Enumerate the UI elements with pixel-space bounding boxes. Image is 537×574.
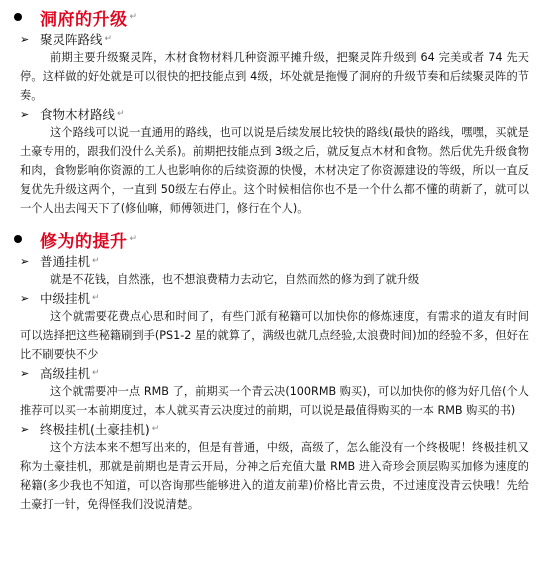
paragraph-mark-icon: ↵ <box>129 12 138 22</box>
paragraph-mark-icon: ↵ <box>104 34 113 44</box>
bullet-dot-icon <box>14 13 22 21</box>
subsection-heading <box>20 289 529 307</box>
subsection-label: 普通挂机 <box>40 254 91 269</box>
subsection-label: 聚灵阵路线 <box>40 32 103 47</box>
arrow-bullet-icon: ➢ <box>20 254 30 268</box>
paragraph: 这个就需要花费点心思和时间了，有些门派有秘籍可以加快你的修炼速度，有需求的道友有时间可以选择把这些秘籍刷到手(PS1-2 星的就算了，满级也就几点经验,太浪费时间)加的经验不多，但好在比不刷要快不少 <box>20 310 529 361</box>
paragraph: 前期主要升级聚灵阵，木材食物材料几种资源平摊升级，把聚灵阵升级到 64 完美或者 74 先天停。这样做的好处就是可以很快的把技能点到 4级，坏处就是拖慢了洞府的升级节奏和后续聚灵阵的节奏。 <box>20 51 529 102</box>
paragraph: 就是不花钱，自然涨，也不想浪费精力去动它，自然而然的修为到了就升级 <box>50 273 420 286</box>
subsection-heading <box>20 420 529 438</box>
arrow-bullet-icon: ➢ <box>20 366 30 380</box>
paragraph-mark-icon: ↵ <box>92 293 100 303</box>
arrow-bullet-icon: ➢ <box>20 32 30 46</box>
subsection-label: 终极挂机(土豪挂机) <box>40 422 150 437</box>
subsection-heading <box>20 105 529 123</box>
subsection-label: 高级挂机 <box>40 366 91 381</box>
paragraph-mark-icon: ↵ <box>92 368 100 378</box>
arrow-bullet-icon: ➢ <box>20 291 30 305</box>
paragraph: 这个方法本来不想写出来的，但是有普通，中级，高级了，怎么能没有一个终极呢！终极挂机又称为土豪挂机，那就是前期也是青云开局，分神之后充值大量 RMB 进入奇珍会顶层购买加修为速度的秘籍(多少我也不知道，可以咨询那些能够进入的道友前辈)价格比青云贵，不过速度没青云快哦！先给土豪打一针，免得怪我们没说清楚。 <box>20 441 529 511</box>
bullet-dot-icon <box>14 235 22 243</box>
subsection-heading <box>20 364 529 382</box>
subsection-label: 中级挂机 <box>40 291 91 306</box>
section-heading <box>14 226 529 252</box>
section-heading <box>14 4 529 30</box>
paragraph-mark-icon: ↵ <box>151 424 160 434</box>
paragraph-mark-icon: ↵ <box>92 256 100 266</box>
paragraph: 这个路线可以说一直通用的路线，也可以说是后续发展比较快的路线(最快的路线，嘿嘿，买就是土豪专用的，跟我们没什么关系)。前期把技能点到 3级之后，就反复点木材和食物。然后优先升级食物和肉，食物影响你资源的工人也影响你的后续资源的快慢，木材决定了你资源建设的等级，所以一直反复优先升级这两个，一直到 50级左右停止。这个时候相信你也不是一个什么都不懂的萌新了，就可以一个人出去闯天下了(修仙嘛，师傅领进门，修行在个人)。 <box>20 126 529 215</box>
subsection-label: 食物木材路线 <box>40 107 116 122</box>
section-title: 洞府的升级 <box>40 9 128 30</box>
section-title: 修为的提升 <box>40 231 128 252</box>
paragraph-mark-icon: ↵ <box>129 234 138 244</box>
paragraph: 这个就需要冲一点 RMB 了，前期买一个青云决(100RMB 购买)，可以加快你的修为好几倍(个人推荐可以买一本前期度过，本人就买青云决度过的前期，可以说是最值得购买的一本 RMB 购买的书) <box>20 385 529 417</box>
arrow-bullet-icon: ➢ <box>20 422 30 436</box>
arrow-bullet-icon: ➢ <box>20 107 30 121</box>
subsection-heading <box>20 30 529 48</box>
subsection-heading <box>20 252 529 270</box>
paragraph-mark-icon: ↵ <box>117 109 125 119</box>
